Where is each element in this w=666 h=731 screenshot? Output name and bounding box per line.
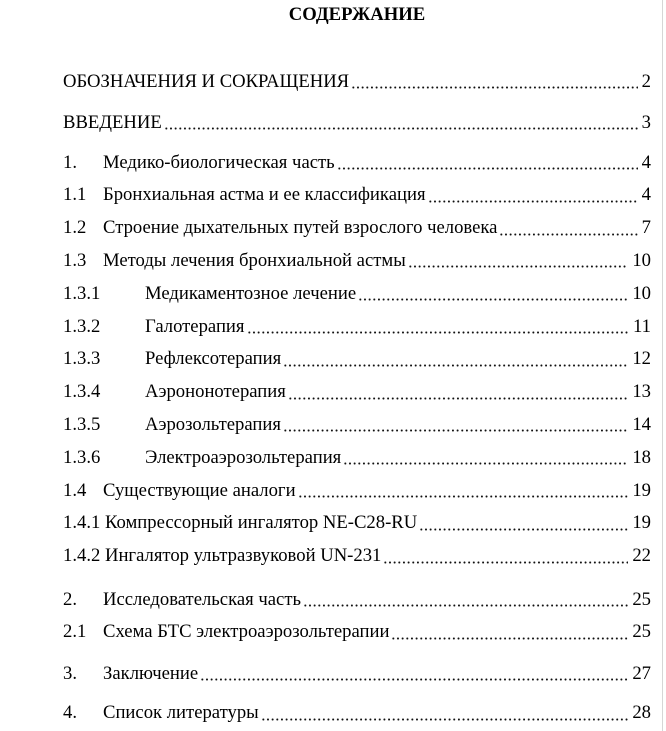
- toc-entry-1-3-5: [63, 409, 651, 442]
- toc-entry-1-3-1: [63, 278, 651, 311]
- toc-entry-title: ОБОЗНАЧЕНИЯ И СОКРАЩЕНИЯ: [63, 70, 350, 92]
- toc-entry-title: Список литературы: [103, 702, 259, 724]
- dot-leader: [419, 507, 628, 540]
- toc-entry-number: 3.: [63, 662, 77, 684]
- toc-entry-title: Компрессорный ингалятор NE-C28-RU: [104, 512, 418, 534]
- dot-leader: [261, 697, 629, 730]
- toc-entry-number: 1.3.2: [63, 315, 101, 337]
- toc-entry-number: 1.3: [63, 249, 87, 271]
- toc-entry-title: Медикаментозное лечение: [145, 282, 357, 304]
- toc-entry-4: [63, 697, 651, 730]
- toc-entry-page-number: 2: [641, 70, 651, 92]
- toc-entry-title: Схема БТС электроаэрозольтерапии: [103, 621, 390, 643]
- toc-entry-page-number: 7: [641, 217, 651, 239]
- toc-entry-1-4-1: [63, 507, 651, 540]
- toc-entry-1-1: [63, 179, 651, 212]
- toc-entry-page-number: 19: [632, 479, 651, 501]
- toc-entry-title: Медико-биологическая часть: [103, 151, 335, 173]
- toc-entry-1-4: [63, 475, 651, 508]
- toc-entry-introduction: [63, 107, 651, 140]
- toc-entry-1-3-2: [63, 311, 651, 344]
- toc-entry-number: 1.2: [63, 217, 87, 239]
- toc-entry-title: Ингалятор ультразвуковой UN-231: [104, 545, 382, 567]
- toc-entry-page-number: 25: [632, 621, 651, 643]
- toc-entry-number: 1.: [63, 151, 77, 173]
- dot-leader: [200, 658, 628, 691]
- toc-entry-number: 1.3.5: [63, 413, 101, 435]
- toc-entry-title: Бронхиальная астма и ее классификация: [103, 184, 426, 206]
- toc-entry-page-number: 14: [632, 413, 651, 435]
- toc-entry-1: [63, 147, 651, 180]
- toc-entry-title: Аэрононотерапия: [145, 381, 286, 403]
- toc-entry-number: 1.3.1: [63, 282, 101, 304]
- toc-entry-number: 1.4.1: [63, 512, 101, 534]
- dot-leader: [383, 540, 628, 573]
- toc-entry-title: Аэрозольтерапия: [145, 413, 281, 435]
- toc-entry-page-number: 12: [632, 348, 651, 370]
- toc-entry-1-3-6: [63, 442, 651, 475]
- toc-entry-title: Заключение: [103, 662, 199, 684]
- toc-entry-page-number: 10: [632, 249, 651, 271]
- toc-entry-title: ВВЕДЕНИЕ: [63, 111, 162, 133]
- toc-entry-3: [63, 658, 651, 691]
- dot-leader: [358, 278, 628, 311]
- toc-entry-number: 1.1: [63, 184, 87, 206]
- dot-leader: [283, 343, 628, 376]
- toc-entry-title: Рефлексотерапия: [145, 348, 282, 370]
- toc-entry-page-number: 4: [641, 184, 651, 206]
- toc-entry-number: 1.4.2: [63, 545, 101, 567]
- toc-entry-2: [63, 584, 651, 617]
- dot-leader: [337, 147, 638, 180]
- toc-entry-number: 4.: [63, 702, 77, 724]
- toc-entry-1-3-4: [63, 376, 651, 409]
- toc-entry-1-3-3: [63, 343, 651, 376]
- dot-leader: [391, 616, 628, 649]
- dot-leader: [298, 475, 629, 508]
- toc-entry-1-4-2: [63, 540, 651, 573]
- dot-leader: [428, 179, 638, 212]
- toc-entry-title: Существующие аналоги: [103, 479, 296, 501]
- toc-entry-page-number: 19: [632, 512, 651, 534]
- toc-entry-page-number: 13: [632, 381, 651, 403]
- toc-entry-abbreviations: [63, 66, 651, 99]
- toc-entry-title: Методы лечения бронхиальной астмы: [103, 249, 406, 271]
- dot-leader: [351, 66, 638, 99]
- toc-entry-page-number: 11: [633, 315, 651, 337]
- toc-entry-page-number: 22: [632, 545, 651, 567]
- toc-entry-page-number: 27: [632, 662, 651, 684]
- toc-entry-number: 1.4: [63, 479, 87, 501]
- toc-entry-page-number: 10: [632, 282, 651, 304]
- toc-entry-1-3: [63, 245, 651, 278]
- page-edge-line: [662, 0, 663, 731]
- table-of-contents: [63, 66, 651, 731]
- toc-entry-number: 1.3.4: [63, 381, 101, 403]
- dot-leader: [408, 245, 629, 278]
- dot-leader: [303, 584, 628, 617]
- toc-entry-title: Электроаэрозольтерапия: [145, 446, 342, 468]
- dot-leader: [288, 376, 628, 409]
- toc-entry-page-number: 3: [641, 111, 651, 133]
- toc-entry-2-1: [63, 616, 651, 649]
- toc-entry-page-number: 25: [632, 588, 651, 610]
- dot-leader: [343, 442, 628, 475]
- toc-entry-title: Строение дыхательных путей взрослого человека: [103, 217, 498, 239]
- dot-leader: [247, 311, 630, 344]
- toc-entry-page-number: 18: [632, 446, 651, 468]
- toc-entry-page-number: 4: [641, 151, 651, 173]
- toc-entry-number: 2.: [63, 588, 77, 610]
- toc-entry-title: Исследовательская часть: [103, 588, 302, 610]
- dot-leader: [283, 409, 628, 442]
- toc-heading: СОДЕРЖАНИЕ: [288, 4, 426, 25]
- toc-entry-page-number: 28: [632, 702, 651, 724]
- toc-entry-title: Галотерапия: [145, 315, 245, 337]
- toc-entry-number: 1.3.6: [63, 446, 101, 468]
- dot-leader: [164, 107, 638, 140]
- toc-entry-1-2: [63, 212, 651, 245]
- dot-leader: [499, 212, 637, 245]
- toc-entry-number: 2.1: [63, 621, 87, 643]
- toc-entry-number: 1.3.3: [63, 348, 101, 370]
